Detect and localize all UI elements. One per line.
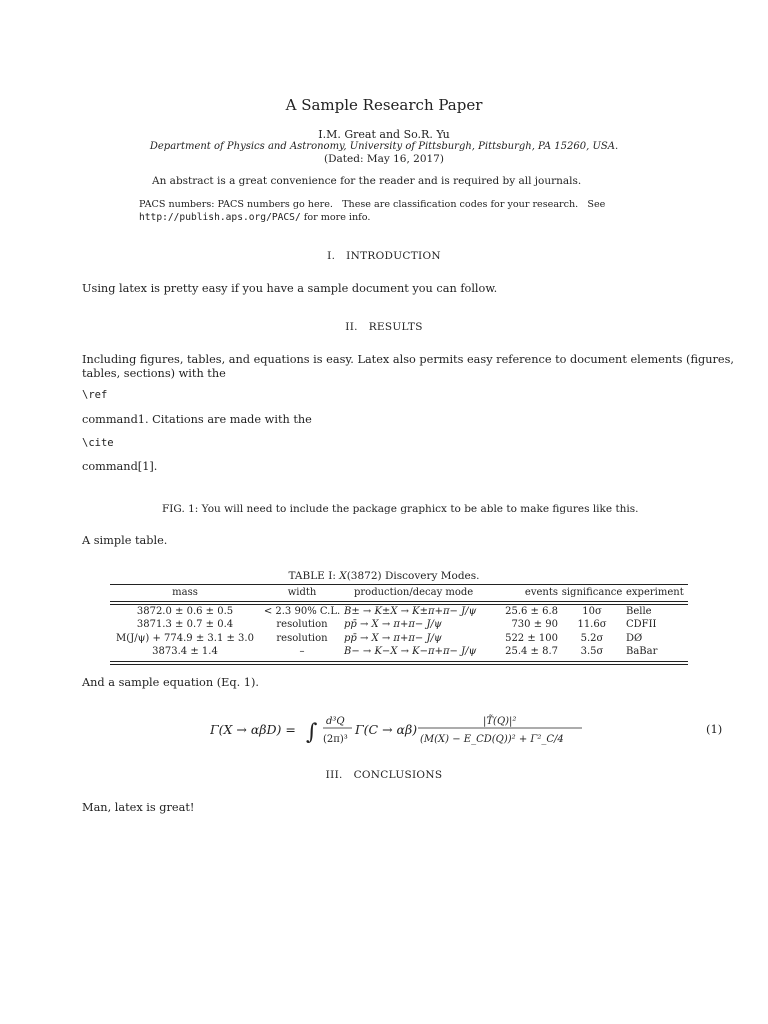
- svg-text:∫: ∫: [306, 720, 318, 745]
- cell-width: resolution: [276, 619, 328, 630]
- equation-number: (1): [706, 722, 723, 736]
- equation-1: [210, 712, 590, 752]
- cell-mass: 3872.0 ± 0.6 ± 0.5: [136, 605, 234, 617]
- pacs-line: PACS numbers: PACS numbers go here. These are classification codes for your research. See: [139, 199, 606, 210]
- section-heading-results: II. RESULTS: [345, 321, 423, 333]
- cell-significance: 3.5σ: [580, 646, 604, 657]
- abstract: An abstract is a great convenience for the reader and is required by all journals.: [152, 175, 582, 187]
- conclusions-text: Man, latex is great!: [82, 801, 195, 814]
- cell-mode: B± → K±X → K±π+π− J/ψ: [344, 605, 477, 617]
- svg-text:Γ(X → αβD) =: Γ(X → αβD) =: [210, 722, 296, 737]
- author-list: I.M. Great and So.R. Yu: [318, 128, 450, 141]
- header-events: events: [524, 587, 558, 598]
- ref-tail-text: command1. Citations are made with the: [82, 413, 312, 426]
- equation-intro-text: And a sample equation (Eq. 1).: [82, 676, 259, 689]
- svg-text:d³Q: d³Q: [326, 716, 345, 727]
- table-row: [110, 633, 688, 647]
- table-caption: [0, 570, 768, 582]
- header-significance: significance: [561, 587, 623, 598]
- paper-title: A Sample Research Paper: [285, 96, 483, 114]
- date-line: (Dated: May 16, 2017): [324, 153, 444, 165]
- section-heading-conclusions: III. CONCLUSIONS: [325, 769, 443, 781]
- svg-text:Γ(C → αβ): Γ(C → αβ): [355, 722, 418, 737]
- pacs-tail: for more info.: [300, 212, 371, 223]
- cell-mode: pp̄ → X → π+π− J/ψ: [344, 619, 442, 630]
- cell-events: 25.4 ± 8.7: [505, 646, 558, 657]
- introduction-text: Using latex is pretty easy if you have a sample document you can follow.: [82, 282, 498, 295]
- header-width: width: [287, 587, 317, 598]
- table-row: [110, 646, 688, 660]
- cell-events: 522 ± 100: [505, 632, 558, 644]
- table-caption-suffix: (3872) Discovery Modes.: [346, 570, 480, 582]
- cell-experiment: CDFII: [626, 619, 657, 630]
- figure-caption: FIG. 1: You will need to include the package graphicx to be able to make figures like this.: [162, 503, 639, 515]
- table-row: [110, 619, 688, 633]
- cell-width: –: [299, 646, 305, 657]
- cell-experiment: Belle: [626, 605, 652, 617]
- svg-text:(2π)³: (2π)³: [323, 734, 348, 745]
- pacs-block: [139, 198, 655, 224]
- svg-text:(M(X) − E_CD(Q))² + Γ²_C/4: (M(X) − E_CD(Q))² + Γ²_C/4: [420, 734, 564, 745]
- cell-mode: B− → K−X → K−π+π− J/ψ: [344, 646, 477, 657]
- table-bottom-rule-1: [110, 661, 688, 662]
- cell-width: resolution: [276, 632, 328, 644]
- cell-mass: 3873.4 ± 1.4: [152, 646, 218, 657]
- cell-mass: M(J/ψ) + 774.9 ± 3.1 ± 3.0: [116, 632, 254, 644]
- table-top-rule: [110, 584, 688, 585]
- table-header-rule-1: [110, 601, 688, 602]
- results-text-line1: Including figures, tables, and equations is easy. Latex also permits easy reference to document elements (figures,: [82, 353, 734, 366]
- cell-events: 730 ± 90: [511, 619, 558, 630]
- cite-tail-text: command[1].: [82, 460, 158, 473]
- cell-significance: 5.2σ: [580, 632, 604, 644]
- pacs-link[interactable]: http://publish.aps.org/PACS/: [139, 212, 301, 223]
- section-heading-introduction: I. INTRODUCTION: [327, 250, 441, 262]
- results-text-line2: tables, sections) with the: [82, 367, 226, 380]
- table-row: [110, 606, 688, 620]
- cell-mode: pp̄ → X → π+π− J/ψ: [344, 632, 442, 644]
- table-caption-x: X: [339, 570, 347, 582]
- cell-experiment: DØ: [626, 632, 643, 644]
- header-mass: mass: [172, 587, 198, 598]
- cell-significance: 10σ: [582, 605, 602, 617]
- cell-experiment: BaBar: [626, 646, 658, 657]
- table-bottom-rule-2: [110, 664, 688, 665]
- table-header-row: [110, 587, 688, 601]
- table-intro-text: A simple table.: [82, 534, 168, 547]
- ref-command: \ref: [82, 389, 108, 401]
- cell-mass: 3871.3 ± 0.7 ± 0.4: [136, 619, 234, 630]
- header-mode: production/decay mode: [354, 587, 474, 598]
- table-caption-prefix: TABLE I:: [288, 570, 340, 582]
- affiliation: Department of Physics and Astronomy, University of Pittsburgh, Pittsburgh, PA 15260, USA.: [149, 141, 619, 152]
- header-experiment: experiment: [626, 587, 684, 598]
- table-header-rule-2: [110, 604, 688, 605]
- svg-text:|T̃(Q)|²: |T̃(Q)|²: [483, 716, 517, 727]
- cite-command: \cite: [82, 437, 114, 449]
- cell-events: 25.6 ± 6.8: [505, 605, 558, 617]
- cell-width: < 2.3 90% C.L.: [263, 605, 341, 617]
- discovery-modes-table: [110, 584, 688, 665]
- cell-significance: 11.6σ: [577, 619, 607, 630]
